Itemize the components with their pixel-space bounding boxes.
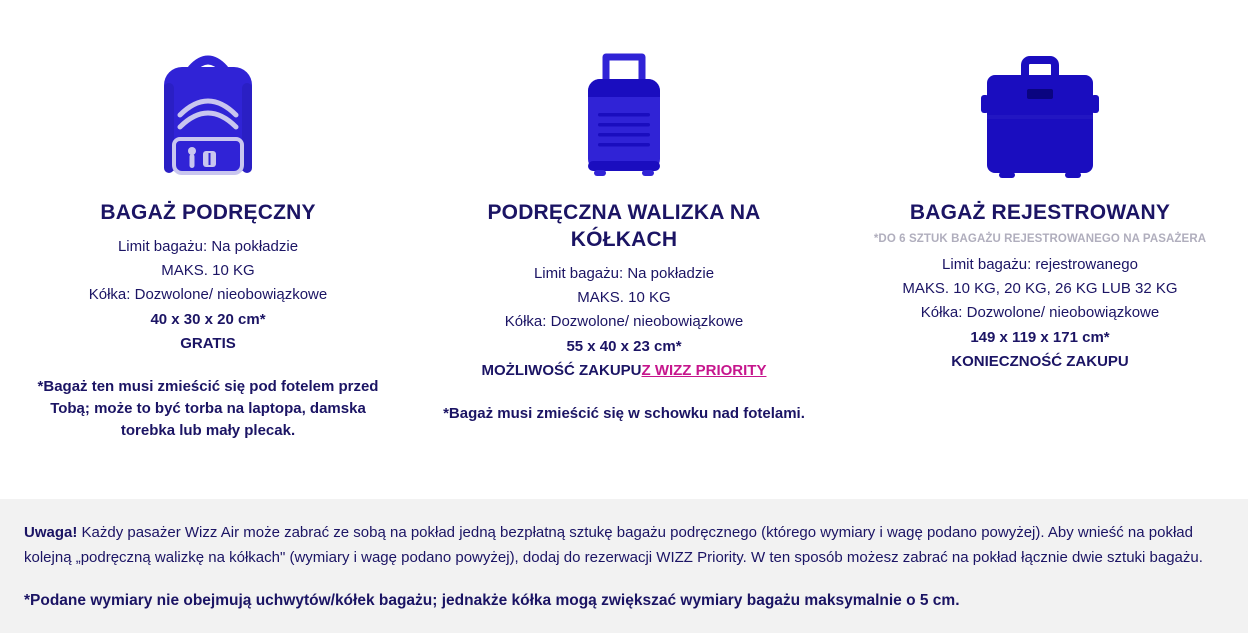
card-footnote: *Bagaż musi zmieścić się w schowku nad fotelami. [443,405,805,423]
card-subnote: *DO 6 SZTUK BAGAŻU REJESTROWANEGO NA PASAŻERA [873,232,1207,245]
spec-line-purchase: KONIECZNOŚĆ ZAKUPU [951,353,1129,371]
spec-line: Limit bagażu: rejestrowanego [942,255,1138,273]
card-spec-lines [89,235,327,356]
spec-line-purchase [482,359,767,383]
card-title: BAGAŻ REJESTROWANY [909,201,1171,224]
spec-line: Kółka: Dozwolone/ nieobowiązkowe [920,304,1160,322]
spec-line: MAKS. 10 KG, 20 KG, 26 KG LUB 32 KG [902,280,1178,298]
footer-label: Uwaga! [24,524,78,542]
spec-line: Limit bagażu: Na pokładzie [117,237,299,255]
spec-line-dimensions: 40 x 30 x 20 cm* [150,310,266,328]
spec-line-price: GRATIS [180,335,236,353]
spec-line: Limit bagażu: Na pokładzie [533,264,715,282]
spec-line-dimensions: 55 x 40 x 23 cm* [566,337,682,355]
backpack-icon-wrap [146,28,270,178]
spec-line: MAKS. 10 KG [161,262,255,280]
spec-line: Kółka: Dozwolone/ nieobowiązkowe [504,313,744,331]
card-spec-lines [482,262,767,383]
baggage-card-cabin-bag [0,28,416,442]
spec-line-dimensions: 149 x 119 x 171 cm* [970,328,1110,346]
trolley-icon-wrap [562,28,686,178]
footer-note-panel [0,499,1248,633]
card-footnote: *Bagaż ten musi zmieścić się pod fotelem przed Tobą; może to być torba na laptopa, damska torebka lub mały plecak. [37,378,379,439]
footer-paragraph [24,521,1224,570]
card-spec-lines [902,253,1177,374]
footer-bottom-note: *Podane wymiary nie obejmują uchwytów/kółek bagażu; jednakże kółka mogą zwiększać wymiary bagażu maksymalnie o 5 cm. [24,591,960,609]
spec-line: MAKS. 10 KG [577,289,671,307]
checked-suitcase-icon [973,43,1107,178]
checked-suitcase-icon-wrap [973,28,1107,178]
purchase-label: MOŻLIWOŚĆ ZAKUPU [481,361,642,379]
trolley-suitcase-icon [562,43,686,178]
baggage-card-trolley [416,28,832,442]
wizz-priority-link[interactable]: Z WIZZ PRIORITY [641,361,767,379]
backpack-icon [146,43,270,178]
card-title: PODRĘCZNA WALIZKA NA KÓŁKACH [487,201,761,251]
card-title: BAGAŻ PODRĘCZNY [100,201,316,224]
baggage-card-checked [832,28,1248,442]
spec-line: Kółka: Dozwolone/ nieobowiązkowe [88,286,328,304]
footer-text: Każdy pasażer Wizz Air może zabrać ze sobą na pokład jedną bezpłatną sztukę bagażu podręcznego (którego wymiary i wagę podano powyżej). Aby wnieść na pokład kolejną „podręczną walizkę na kółkach" (wymiary i wagę podano powyżej), dodaj do rezerwacji WIZZ Priority. W ten sposób możesz zabrać na pokład łącznie dwie sztuki bagażu. [24,524,1203,566]
